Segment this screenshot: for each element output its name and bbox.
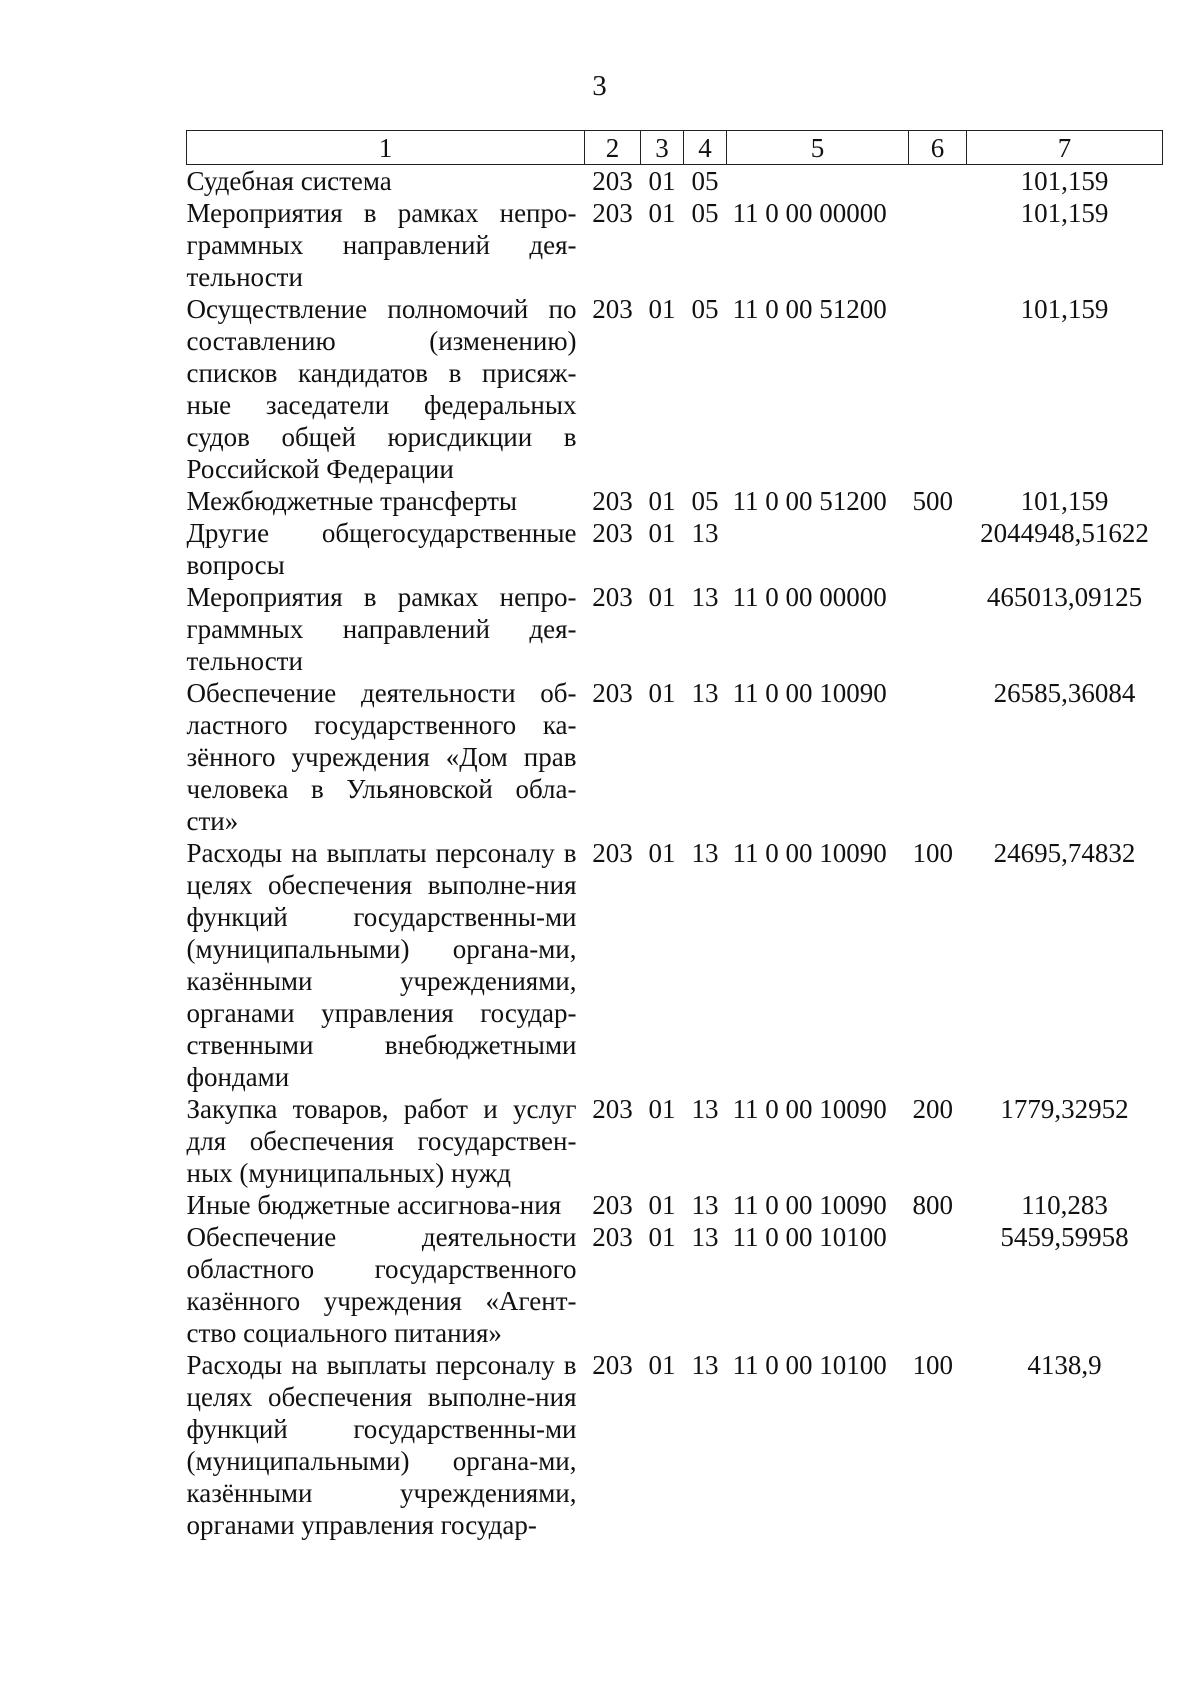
row-c7: 101,159 (1020, 166, 1109, 196)
row-c2: 203 (592, 1350, 633, 1380)
header-col-3: 3 (641, 131, 684, 165)
row-c7: 101,159 (1020, 486, 1109, 516)
row-c7: 101,159 (1020, 294, 1109, 324)
row-name: Осуществление полномочий по составлению (изменению) списков кандидатов в присяж-ные заседатели федеральных судов общей юрисдикции в Российской Федерации (186, 294, 577, 484)
row-c6 (909, 517, 967, 581)
row-c6: 800 (912, 1190, 953, 1220)
row-c7: 465013,09125 (986, 582, 1143, 612)
row-c4: 13 (691, 838, 719, 868)
row-c7: 5459,59958 (1000, 1222, 1129, 1252)
row-c5: 11 0 00 00000 (732, 198, 887, 228)
table-row (187, 581, 1163, 677)
row-c2: 203 (592, 1222, 633, 1252)
row-name: Межбюджетные трансферты (186, 486, 518, 516)
budget-table-container (186, 130, 1162, 1541)
row-c6: 100 (912, 1350, 953, 1380)
row-c4: 13 (691, 678, 719, 708)
row-c3: 01 (648, 582, 676, 612)
row-c2: 203 (592, 294, 633, 324)
table-row (187, 1221, 1163, 1349)
row-c3: 01 (648, 518, 676, 548)
row-c2: 203 (592, 1190, 633, 1220)
row-c7: 2044948,51622 (980, 518, 1149, 548)
row-c4: 13 (691, 518, 719, 548)
header-col-4: 4 (684, 131, 727, 165)
row-c5: 11 0 00 51200 (732, 294, 887, 324)
table-row (187, 293, 1163, 485)
row-c5 (727, 165, 909, 198)
table-row (187, 517, 1163, 581)
row-c3: 01 (648, 294, 676, 324)
header-col-1: 1 (187, 131, 585, 165)
header-col-7: 7 (967, 131, 1163, 165)
row-c3: 01 (648, 166, 676, 196)
row-c2: 203 (592, 582, 633, 612)
row-c6 (909, 1221, 967, 1349)
row-name: Мероприятия в рамках непро-граммных направлений дея-тельности (186, 198, 577, 292)
row-c4: 13 (691, 1350, 719, 1380)
table-row (187, 165, 1163, 198)
row-c3: 01 (648, 1190, 676, 1220)
row-c2: 203 (592, 518, 633, 548)
row-c4: 13 (691, 1190, 719, 1220)
header-col-5: 5 (727, 131, 909, 165)
row-name: Другие общегосударственные вопросы (186, 518, 577, 580)
row-c4: 13 (691, 1222, 719, 1252)
row-name: Иные бюджетные ассигнова-ния (186, 1190, 562, 1220)
row-c5: 11 0 00 10100 (732, 1350, 887, 1380)
row-c2: 203 (592, 166, 633, 196)
row-c7: 4138,9 (1027, 1350, 1102, 1380)
table-row (187, 485, 1163, 517)
row-c2: 203 (592, 838, 633, 868)
row-c5: 11 0 00 10090 (732, 838, 887, 868)
header-col-2: 2 (585, 131, 641, 165)
row-c3: 01 (648, 838, 676, 868)
page-number: 3 (592, 70, 608, 102)
row-name: Расходы на выплаты персоналу в целях обеспечения выполне-ния функций государственны-ми (муниципальными) органа-ми, казёнными учреждениями, органами управления государ- (186, 1350, 577, 1540)
row-c5: 11 0 00 00000 (732, 582, 887, 612)
row-c5 (727, 517, 909, 581)
row-c6 (909, 677, 967, 837)
row-c5: 11 0 00 10100 (732, 1222, 887, 1252)
row-c6 (909, 581, 967, 677)
table-header (187, 131, 1163, 165)
table-row (187, 677, 1163, 837)
row-c4: 05 (691, 198, 719, 228)
row-c3: 01 (648, 1094, 676, 1124)
row-c6: 200 (912, 1094, 953, 1124)
row-c4: 05 (691, 486, 719, 516)
row-c6 (909, 165, 967, 198)
row-name: Обеспечение деятельности об-ластного государственного ка-зённого учреждения «Дом прав человека в Ульяновской обла-сти» (186, 678, 577, 836)
row-name: Обеспечение деятельности областного государственного казённого учреждения «Агент-ство социального питания» (186, 1222, 577, 1348)
row-c2: 203 (592, 486, 633, 516)
row-c3: 01 (648, 198, 676, 228)
row-c5: 11 0 00 10090 (732, 1190, 887, 1220)
row-c7: 1779,32952 (1000, 1094, 1129, 1124)
table-body (187, 165, 1163, 1542)
row-c4: 05 (691, 166, 719, 196)
row-c6: 100 (912, 838, 953, 868)
row-c4: 13 (691, 1094, 719, 1124)
row-c7: 110,283 (1021, 1190, 1108, 1220)
row-c3: 01 (648, 1350, 676, 1380)
row-c3: 01 (648, 486, 676, 516)
row-c2: 203 (592, 1094, 633, 1124)
row-c6 (909, 293, 967, 485)
row-c2: 203 (592, 678, 633, 708)
table-row (187, 1189, 1163, 1221)
table-row (187, 197, 1163, 293)
row-c7: 24695,74832 (993, 838, 1136, 868)
row-c3: 01 (648, 1222, 676, 1252)
row-name: Судебная система (186, 166, 392, 196)
header-col-6: 6 (909, 131, 967, 165)
row-c2: 203 (592, 198, 633, 228)
row-c4: 05 (691, 294, 719, 324)
row-c5: 11 0 00 10090 (732, 1094, 887, 1124)
row-c6: 500 (912, 486, 953, 516)
row-c7: 26585,36084 (993, 678, 1136, 708)
row-name: Расходы на выплаты персоналу в целях обеспечения выполне-ния функций государственны-ми (муниципальными) органа-ми, казёнными учреждениями, органами управления государ-ственными внебюджетными фондами (186, 838, 577, 1092)
row-c5: 11 0 00 10090 (732, 678, 887, 708)
header-row (187, 131, 1163, 165)
row-name: Мероприятия в рамках непро-граммных направлений дея-тельности (186, 582, 577, 676)
table-row (187, 1349, 1163, 1541)
table-row (187, 837, 1163, 1093)
row-c3: 01 (648, 678, 676, 708)
row-c4: 13 (691, 582, 719, 612)
budget-table (186, 130, 1163, 1541)
row-c7: 101,159 (1020, 198, 1109, 228)
row-name: Закупка товаров, работ и услуг для обеспечения государствен-ных (муниципальных) нужд (186, 1094, 577, 1188)
row-c5: 11 0 00 51200 (732, 486, 887, 516)
row-c6 (909, 197, 967, 293)
table-row (187, 1093, 1163, 1189)
